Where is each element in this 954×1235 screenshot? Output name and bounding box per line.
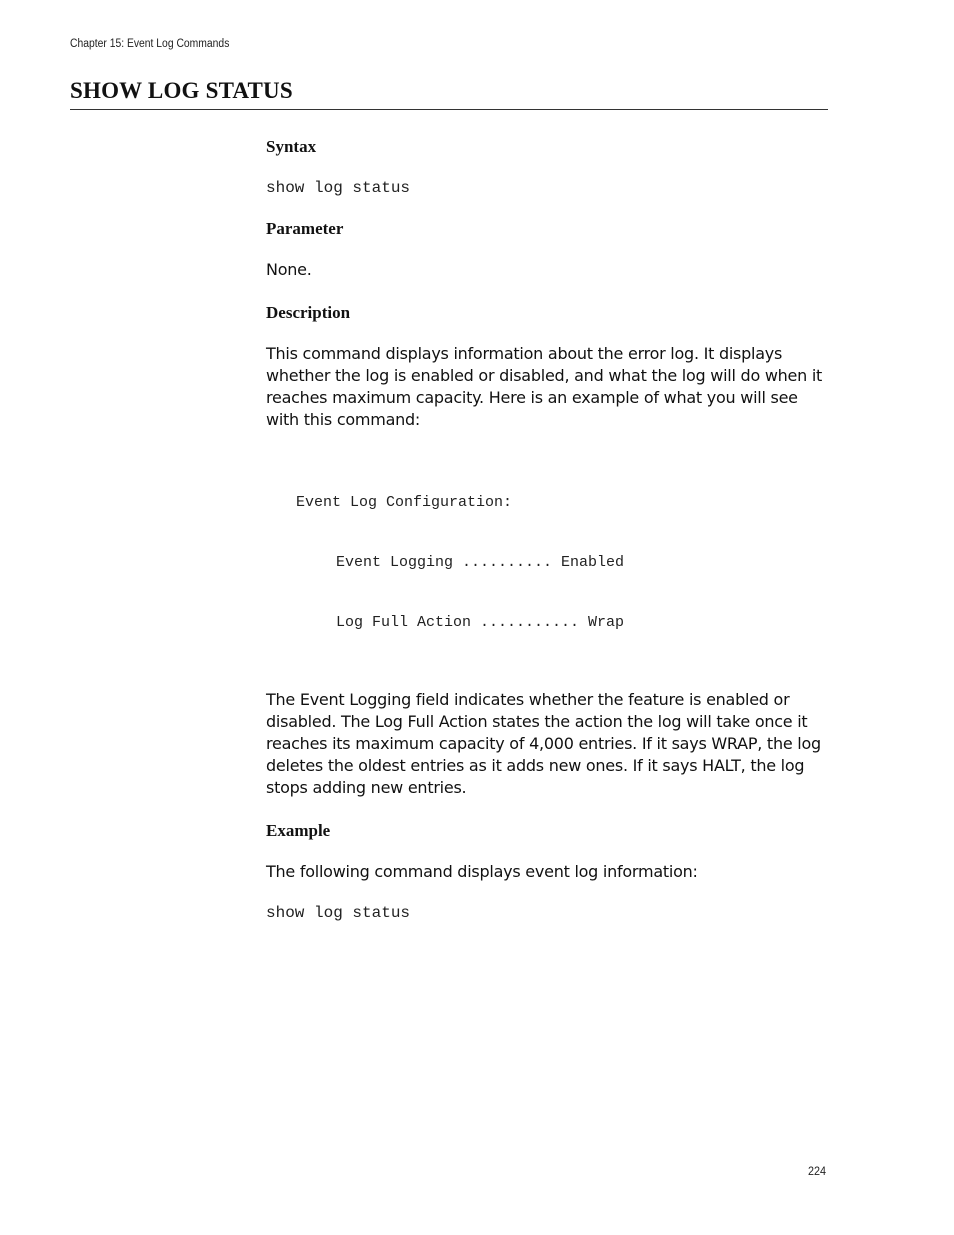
output-line-2: Event Logging .......... Enabled xyxy=(336,554,625,571)
syntax-heading: Syntax xyxy=(266,137,317,156)
page-title: SHOW LOG STATUS xyxy=(70,78,293,103)
example-text: The following command displays event log information: xyxy=(266,862,698,881)
description-explanation: The Event Logging field indicates whether the feature is enabled or disabled. The Log Full Action states the action the log will take once it reaches its maximum capacity of 4,000 entries. If it says WRAP, the log deletes the oldest entries as it adds new ones. If it says HALT, the log stops adding new entries. xyxy=(266,690,821,797)
syntax-command: show log status xyxy=(266,179,411,197)
example-heading: Example xyxy=(266,821,331,840)
sample-output xyxy=(266,453,828,673)
parameter-text: None. xyxy=(266,260,312,279)
title-rule xyxy=(70,109,828,110)
description-heading: Description xyxy=(266,303,351,322)
running-header: Chapter 15: Event Log Commands xyxy=(70,38,230,50)
output-line-3: Log Full Action ........... Wrap xyxy=(336,614,625,631)
page-number: 224 xyxy=(808,1164,827,1178)
example-command: show log status xyxy=(266,904,411,922)
body-content xyxy=(266,136,828,924)
parameter-heading: Parameter xyxy=(266,219,344,238)
description-intro: This command displays information about the error log. It displays whether the log is enabled or disabled, and what the log will do when it reaches maximum capacity. Here is an example of what you will see with this command: xyxy=(266,344,823,429)
output-line-1: Event Log Configuration: xyxy=(296,494,513,511)
